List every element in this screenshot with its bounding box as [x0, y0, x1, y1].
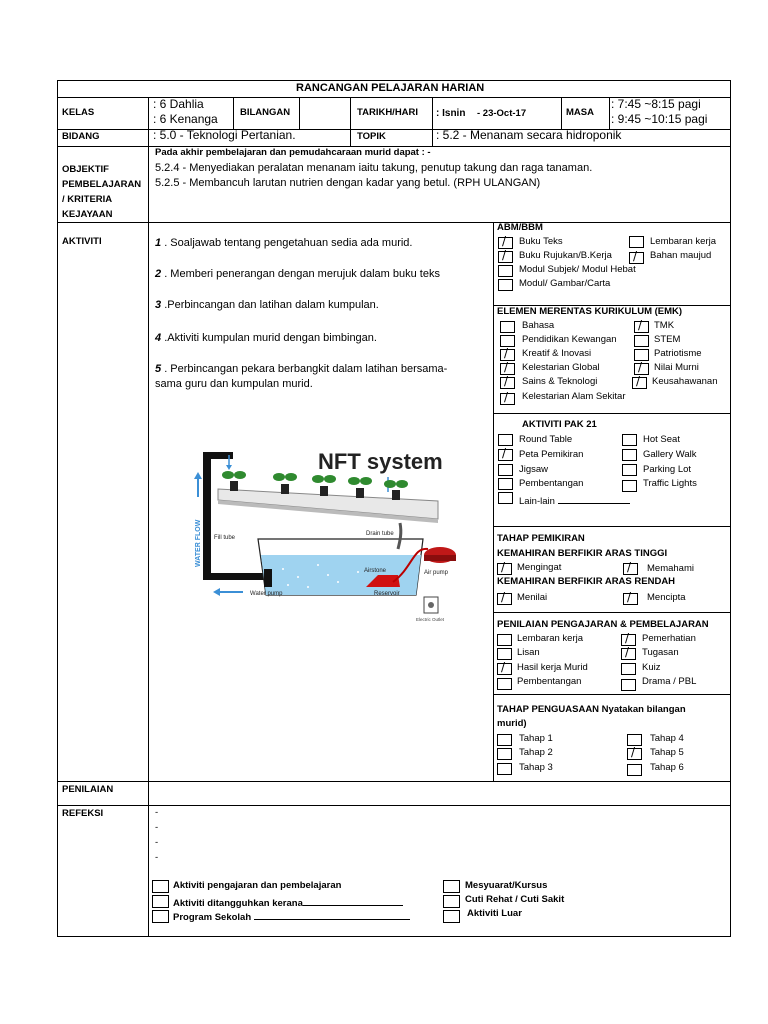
- label-mengingat: Mengingat: [517, 562, 562, 573]
- label-tugasan: Tugasan: [642, 647, 679, 658]
- checkbox-buku-teks[interactable]: /: [498, 237, 513, 249]
- checkbox-memahami[interactable]: /: [623, 563, 638, 575]
- label-buku-teks: Buku Teks: [519, 236, 563, 247]
- kbat-title: KEMAHIRAN BERFIKIR ARAS TINGGI: [497, 548, 668, 559]
- label-traffic-lights: Traffic Lights: [643, 478, 697, 489]
- checkbox-kreatif-inovasi[interactable]: /: [500, 349, 515, 361]
- refleksi-dash-1: -: [155, 807, 159, 818]
- checkbox-jigsaw[interactable]: [498, 464, 513, 476]
- aktiviti-step-5-cont: sama guru dan kumpulan murid.: [155, 378, 313, 390]
- label-jigsaw: Jigsaw: [519, 464, 549, 475]
- label-bahan-maujud: Bahan maujud: [650, 250, 712, 261]
- label-keusahawanan: Keusahawanan: [652, 376, 718, 387]
- refleksi-label: REFEKSI: [62, 808, 104, 819]
- tarikh-label: TARIKH/HARI: [357, 107, 419, 118]
- checkbox-pemerhatian[interactable]: /: [621, 634, 636, 646]
- aktiviti-step-2: 2 . Memberi penerangan dengan merujuk dalam buku teks: [155, 268, 440, 280]
- objektif-line-2: 5.2.5 - Membancuh larutan nutrien dengan kadar yang betul. (RPH ULANGAN): [155, 177, 541, 189]
- checkbox-bahan-maujud[interactable]: /: [629, 252, 644, 264]
- label-tmk: TMK: [654, 320, 675, 331]
- masa-value-1: : 7:45 ~8:15 pagi: [611, 97, 701, 111]
- label-drama-pbl: Drama / PBL: [642, 676, 697, 687]
- checkbox-mengingat[interactable]: /: [497, 563, 512, 575]
- checkbox-mencipta[interactable]: /: [623, 593, 638, 605]
- label-hasil-kerja: Hasil kerja Murid: [517, 662, 588, 673]
- penilaian-pp-title: PENILAIAN PENGAJARAN & PEMBELAJARAN: [497, 619, 709, 630]
- topik-value: : 5.2 - Menanam secara hidroponik: [436, 128, 622, 142]
- checkbox-mesyuarat[interactable]: [443, 880, 460, 893]
- label-lisan: Lisan: [517, 647, 540, 658]
- label-parking-lot: Parking Lot: [643, 464, 692, 475]
- air-pump-label: Air pump: [424, 570, 449, 576]
- checkbox-aktiviti-ditangguhkan[interactable]: [152, 895, 169, 908]
- masa-label: MASA: [566, 107, 594, 118]
- electric-outlet-label: Electric Outlet: [416, 617, 445, 622]
- checkbox-drama-pbl[interactable]: [621, 679, 636, 691]
- label-aktiviti-luar: Aktiviti Luar: [467, 908, 522, 919]
- checkbox-tahap-1[interactable]: [497, 734, 512, 746]
- checkbox-lisan[interactable]: [497, 648, 512, 660]
- checkbox-lembaran-kerja-pp[interactable]: [497, 634, 512, 646]
- aktiviti-label: AKTIVITI: [62, 236, 102, 247]
- checkbox-bahasa[interactable]: [500, 321, 515, 333]
- refleksi-dash-3: -: [155, 837, 159, 848]
- label-lain-lain: Lain-lain: [519, 493, 630, 508]
- abm-title: ABM/BBM: [497, 222, 543, 233]
- page-title: RANCANGAN PELAJARAN HARIAN: [296, 82, 485, 94]
- topik-label: TOPIK: [357, 131, 386, 142]
- checkbox-lembaran-kerja[interactable]: [629, 236, 644, 248]
- label-tahap-2: Tahap 2: [519, 747, 553, 758]
- masa-value-2: : 9:45 ~10:15 pagi: [611, 112, 708, 126]
- penguasaan-title-2: murid): [497, 718, 527, 729]
- checkbox-nilai-murni[interactable]: /: [634, 363, 649, 375]
- kelas-value-1: : 6 Dahlia: [153, 97, 204, 111]
- refleksi-dash-2: -: [155, 822, 159, 833]
- label-modul-subjek: Modul Subjek/ Modul Hebat: [519, 264, 636, 275]
- objektif-label: OBJEKTIF PEMBELAJARAN / KRITERIA KEJAYAAN: [62, 164, 142, 220]
- drain-tube-label: Drain tube: [366, 531, 394, 537]
- bidang-label: BIDANG: [62, 131, 100, 142]
- label-kelestarian-alam: Kelestarian Alam Sekitar: [522, 391, 626, 402]
- emk-title: ELEMEN MERENTAS KURIKULUM (EMK): [497, 306, 683, 317]
- aktiviti-step-4: 4 .Aktiviti kumpulan murid dengan bimbingan.: [155, 332, 377, 344]
- label-tahap-1: Tahap 1: [519, 733, 553, 744]
- fill-tube-label: Fill tube: [214, 535, 236, 541]
- label-pembentangan-pak: Pembentangan: [519, 478, 584, 489]
- label-pembentangan-pp: Pembentangan: [517, 676, 582, 687]
- label-kuiz: Kuiz: [642, 662, 661, 673]
- label-round-table: Round Table: [519, 434, 573, 445]
- kbar-title: KEMAHIRAN BERFIKIR ARAS RENDAH: [497, 576, 676, 587]
- label-tahap-6: Tahap 6: [650, 762, 684, 773]
- label-aktiviti-pp: Aktiviti pengajaran dan pembelajaran: [173, 880, 342, 891]
- checkbox-modul-subjek[interactable]: [498, 265, 513, 277]
- checkbox-aktiviti-luar[interactable]: [443, 910, 460, 923]
- aktiviti-step-1: 1 . Soaljawab tentang pengetahuan sedia ada murid.: [155, 237, 413, 249]
- tarikh-value: : Isnin: [436, 108, 466, 119]
- label-nilai-murni: Nilai Murni: [654, 362, 699, 373]
- label-program-sekolah: Program Sekolah: [173, 909, 410, 924]
- checkbox-modul-gambar[interactable]: [498, 279, 513, 291]
- checkbox-tahap-3[interactable]: [497, 763, 512, 775]
- checkbox-hot-seat[interactable]: [622, 434, 637, 446]
- nft-title: NFT system: [318, 449, 443, 474]
- label-kreatif-inovasi: Kreatif & Inovasi: [522, 348, 592, 359]
- checkbox-pembentangan-pak[interactable]: [498, 478, 513, 490]
- checkbox-tahap-5[interactable]: /: [627, 748, 642, 760]
- checkbox-hasil-kerja[interactable]: /: [497, 663, 512, 675]
- checkbox-kelestarian-alam[interactable]: /: [500, 393, 515, 405]
- objektif-intro: Pada akhir pembelajaran dan pemudahcaraan murid dapat : -: [155, 147, 431, 158]
- bilangan-label: BILANGAN: [240, 107, 291, 118]
- label-aktiviti-ditangguhkan: Aktiviti ditangguhkan kerana: [173, 895, 403, 910]
- pak21-title: AKTIVITI PAK 21: [522, 419, 597, 430]
- tarikh-date: - 23-Oct-17: [477, 108, 527, 119]
- checkbox-cuti[interactable]: [443, 895, 460, 908]
- checkbox-gallery-walk[interactable]: [622, 449, 637, 461]
- checkbox-stem[interactable]: [634, 335, 649, 347]
- checkbox-menilai[interactable]: /: [497, 593, 512, 605]
- checkbox-tugasan[interactable]: /: [621, 648, 636, 660]
- checkbox-tahap-6[interactable]: [627, 764, 642, 776]
- checkbox-round-table[interactable]: [498, 434, 513, 446]
- label-lembaran-kerja: Lembaran kerja: [650, 236, 717, 247]
- label-pemerhatian: Pemerhatian: [642, 633, 696, 644]
- water-flow-label: WATER FLOW: [195, 519, 202, 567]
- label-stem: STEM: [654, 334, 681, 345]
- checkbox-pembentangan-pp[interactable]: [497, 678, 512, 690]
- kelas-label: KELAS: [62, 107, 95, 118]
- label-sains-teknologi: Sains & Teknologi: [522, 376, 598, 387]
- checkbox-tmk[interactable]: /: [634, 321, 649, 333]
- aktiviti-step-3: 3 .Perbincangan dan latihan dalam kumpulan.: [155, 299, 379, 311]
- checkbox-kuiz[interactable]: [621, 663, 636, 675]
- checkbox-traffic-lights[interactable]: [622, 480, 637, 492]
- label-lembaran-kerja-pp: Lembaran kerja: [517, 633, 584, 644]
- aktiviti-step-5: 5 . Perbincangan pekara berbangkit dalam latihan bersama-: [155, 363, 448, 375]
- label-cuti: Cuti Rehat / Cuti Sakit: [465, 894, 565, 905]
- checkbox-keusahawanan[interactable]: /: [632, 377, 647, 389]
- water-pump-label: Water pump: [250, 591, 283, 597]
- label-kelestarian-global: Kelestarian Global: [522, 362, 600, 373]
- label-buku-rujukan: Buku Rujukan/B.Kerja: [519, 250, 612, 261]
- checkbox-buku-rujukan[interactable]: /: [498, 251, 513, 263]
- airstone-label: Airstone: [364, 568, 387, 574]
- checkbox-aktiviti-pp[interactable]: [152, 880, 169, 893]
- checkbox-tahap-2[interactable]: [497, 748, 512, 760]
- bidang-value: : 5.0 - Teknologi Pertanian.: [153, 128, 296, 142]
- label-peta-pemikiran: Peta Pemikiran: [519, 449, 584, 460]
- pemikiran-title: TAHAP PEMIKIRAN: [497, 533, 585, 544]
- label-bahasa: Bahasa: [522, 320, 555, 331]
- label-memahami: Memahami: [647, 563, 694, 574]
- checkbox-peta-pemikiran[interactable]: /: [498, 449, 513, 461]
- label-mesyuarat: Mesyuarat/Kursus: [465, 880, 548, 891]
- label-tahap-3: Tahap 3: [519, 762, 553, 773]
- nft-system-diagram: [188, 437, 464, 629]
- reservoir-label: Reservoir: [374, 591, 400, 597]
- label-pendidikan-kewangan: Pendidikan Kewangan: [522, 334, 617, 345]
- checkbox-kelestarian-global[interactable]: /: [500, 363, 515, 375]
- penguasaan-title: TAHAP PENGUASAAN Nyatakan bilangan: [497, 704, 686, 715]
- penilaian-label: PENILAIAN: [62, 784, 114, 795]
- label-tahap-5: Tahap 5: [650, 747, 684, 758]
- checkbox-sains-teknologi[interactable]: /: [500, 377, 515, 389]
- label-mencipta: Mencipta: [647, 592, 686, 603]
- label-patriotisme: Patriotisme: [654, 348, 702, 359]
- label-hot-seat: Hot Seat: [643, 434, 680, 445]
- label-gallery-walk: Gallery Walk: [643, 449, 697, 460]
- checkbox-parking-lot[interactable]: [622, 464, 637, 476]
- objektif-line-1: 5.2.4 - Menyediakan peralatan menanam iaitu takung, penutup takung dan raga tanaman.: [155, 162, 593, 174]
- label-tahap-4: Tahap 4: [650, 733, 684, 744]
- checkbox-lain-lain[interactable]: [498, 492, 513, 504]
- checkbox-program-sekolah[interactable]: [152, 910, 169, 923]
- refleksi-dash-4: -: [155, 852, 159, 863]
- label-modul-gambar: Modul/ Gambar/Carta: [519, 278, 611, 289]
- label-menilai: Menilai: [517, 592, 548, 603]
- kelas-value-2: : 6 Kenanga: [153, 112, 218, 126]
